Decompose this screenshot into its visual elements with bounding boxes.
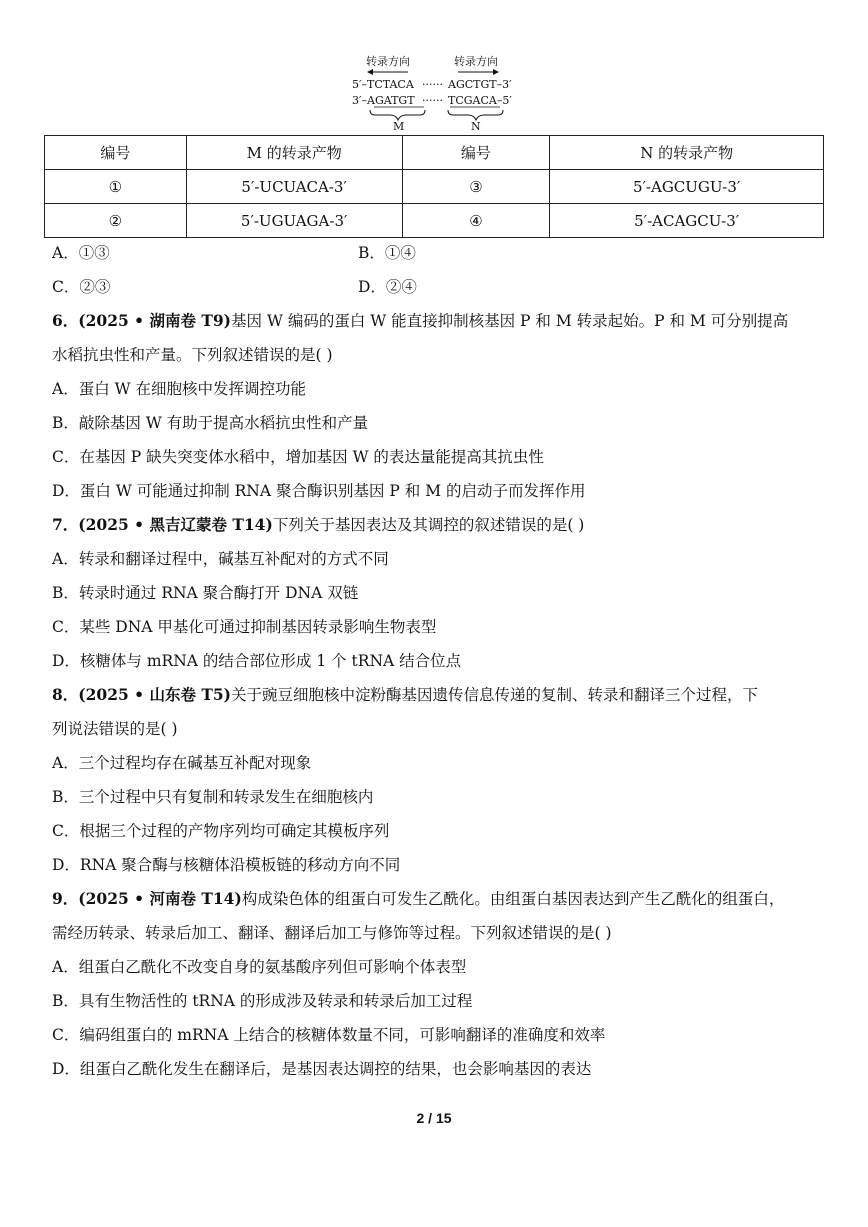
q7-option-a: A．转录和翻译过程中，碱基互补配对的方式不同 <box>52 550 389 568</box>
question-number: 9． <box>52 889 79 908</box>
dna-transcription-diagram <box>340 50 540 133</box>
page-number: 2 / 15 <box>416 1110 452 1126</box>
table-header-row <box>45 136 824 170</box>
q9-option-c: C．编码组蛋白的 mRNA 上结合的核糖体数量不同，可影响翻译的准确度和效率 <box>52 1026 606 1044</box>
q7-option-c: C．某些 DNA 甲基化可通过抑制基因转录影响生物表型 <box>52 618 437 636</box>
q6-stem-line1 <box>52 310 788 332</box>
table-header-cell: 编号 <box>45 136 187 170</box>
table-cell: ③ <box>402 170 550 204</box>
table-cell: ② <box>45 204 187 238</box>
q6-option-b: B．敲除基因 W 有助于提高水稻抗虫性和产量 <box>52 414 369 432</box>
q5-option-a: A．①③ <box>52 244 110 262</box>
table-cell: 5′-UCUACA-3′ <box>186 170 402 204</box>
table-header-cell: N 的转录产物 <box>550 136 824 170</box>
strand2-right: TCGACA–5′ <box>448 94 512 107</box>
table-cell: ④ <box>402 204 550 238</box>
question-number: 6． <box>52 311 79 330</box>
q5-option-b: B．①④ <box>358 244 416 262</box>
table-cell: 5′-AGCUGU-3′ <box>550 170 824 204</box>
q9-option-a: A．组蛋白乙酰化不改变自身的氨基酸序列但可影响个体表型 <box>52 958 467 976</box>
question-stem: 关于豌豆细胞核中淀粉酶基因遗传信息传递的复制、转录和翻译三个过程，下 <box>231 686 759 704</box>
table-header-cell: 编号 <box>402 136 550 170</box>
q8-stem-line2: 列说法错误的是( ) <box>52 720 178 738</box>
q8-stem-line1 <box>52 684 758 706</box>
question-source: (2025 • 湖南卷 T9) <box>78 311 232 330</box>
q9-option-d: D．组蛋白乙酰化发生在翻译后，是基因表达调控的结果，也会影响基因的表达 <box>52 1060 592 1078</box>
q9-stem-line1 <box>52 888 784 910</box>
q6-option-a: A．蛋白 W 在细胞核中发挥调控功能 <box>52 380 306 398</box>
question-stem: 构成染色体的组蛋白可发生乙酰化。由组蛋白基因表达到产生乙酰化的组蛋白， <box>241 890 785 908</box>
strand1-dots: ······ <box>422 78 443 91</box>
strand2-dots: ······ <box>422 94 443 107</box>
table-header-cell: M 的转录产物 <box>186 136 402 170</box>
table-cell: 5′-ACAGCU-3′ <box>550 204 824 238</box>
question-source: (2025 • 河南卷 T14) <box>78 889 242 908</box>
q6-option-c: C．在基因 P 缺失突变体水稻中，增加基因 W 的表达量能提高其抗虫性 <box>52 448 544 466</box>
strand1-right: AGCTGT–3′ <box>448 78 512 91</box>
q9-stem-line2: 需经历转录、转录后加工、翻译、翻译后加工与修饰等过程。下列叙述错误的是( ) <box>52 924 612 942</box>
transcription-direction-left: 转录方向 <box>366 55 410 68</box>
table-cell: 5′-UGUAGA-3′ <box>186 204 402 238</box>
question-stem: 下列关于基因表达及其调控的叙述错误的是( ) <box>272 516 585 534</box>
question-source: (2025 • 山东卷 T5) <box>78 685 232 704</box>
label-m: M <box>393 120 405 133</box>
q8-option-c: C．根据三个过程的产物序列均可确定其模板序列 <box>52 822 390 840</box>
strand1-left: 5′–TCTACA <box>352 78 414 91</box>
question-source: (2025 • 黑吉辽蒙卷 T14) <box>78 515 273 534</box>
table-row <box>45 204 824 238</box>
question-number: 7． <box>52 515 79 534</box>
q8-option-a: A．三个过程均存在碱基互补配对现象 <box>52 754 312 772</box>
q5-option-c: C．②③ <box>52 278 111 296</box>
question-number: 8． <box>52 685 79 704</box>
transcription-product-table <box>44 135 824 238</box>
q5-option-d: D．②④ <box>358 278 417 296</box>
label-n: N <box>471 120 481 133</box>
table-cell: ① <box>45 170 187 204</box>
q7-option-d: D．核糖体与 mRNA 的结合部位形成 1 个 tRNA 结合位点 <box>52 652 462 670</box>
q7-option-b: B．转录时通过 RNA 聚合酶打开 DNA 双链 <box>52 584 359 602</box>
q9-option-b: B．具有生物活性的 tRNA 的形成涉及转录和转录后加工过程 <box>52 992 473 1010</box>
strand2-left: 3′–AGATGT <box>352 94 415 107</box>
question-stem: 基因 W 编码的蛋白 W 能直接抑制核基因 P 和 M 转录起始。P 和 M 可分别提高 <box>231 312 789 330</box>
q8-option-b: B．三个过程中只有复制和转录发生在细胞核内 <box>52 788 374 806</box>
q6-option-d: D．蛋白 W 可能通过抑制 RNA 聚合酶识别基因 P 和 M 的启动子而发挥作用 <box>52 482 586 500</box>
q7-stem-line1 <box>52 514 584 536</box>
q8-option-d: D．RNA 聚合酶与核糖体沿模板链的移动方向不同 <box>52 856 401 874</box>
transcription-direction-right: 转录方向 <box>454 55 498 68</box>
q6-stem-line2: 水稻抗虫性和产量。下列叙述错误的是( ) <box>52 346 333 364</box>
table-row <box>45 170 824 204</box>
